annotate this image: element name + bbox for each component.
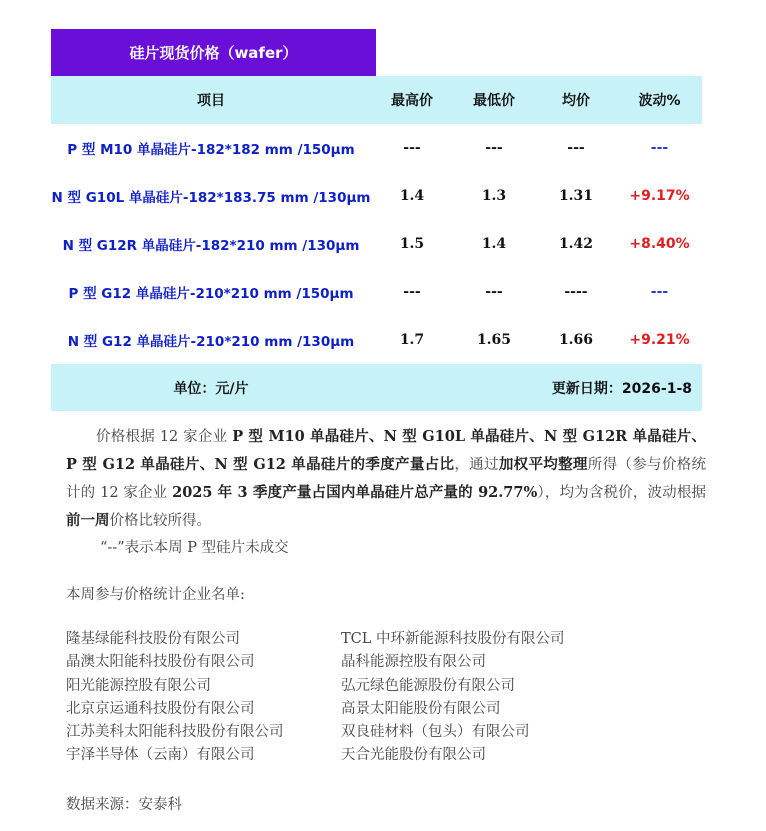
row-name: N 型 G12 单晶硅片-210*210 mm /130μm	[67, 334, 355, 350]
list-item: 隆基绿能科技股份有限公司	[66, 631, 240, 647]
list-item: 阳光能源控股有限公司	[66, 677, 211, 694]
table-row	[51, 268, 702, 316]
list-item: 晶澳太阳能科技股份有限公司	[66, 654, 255, 671]
row-avg: ----	[564, 284, 588, 300]
list-item: TCL 中环新能源科技股份有限公司	[341, 631, 565, 647]
header-change: 波动%	[638, 93, 681, 109]
list-item: 江苏美科太阳能科技股份有限公司	[66, 724, 284, 741]
list-item: 天合光能股份有限公司	[341, 747, 486, 764]
para-bold: 前一周	[66, 512, 110, 529]
para-text: 所得（参与价格统计的 12 家企业	[66, 457, 707, 501]
para-text: 价格根据 12 家企业	[96, 429, 233, 445]
para-text: ，通过	[454, 457, 499, 473]
unit-label: 单位：元/片	[173, 380, 249, 397]
row-name: P 型 M10 单晶硅片-182*182 mm /150μm	[67, 142, 355, 158]
table-row	[51, 316, 702, 364]
list-item: 晶科能源控股有限公司	[341, 654, 486, 671]
row-low: 1.4	[481, 236, 507, 252]
row-avg: 1.42	[558, 236, 594, 252]
row-name: N 型 G12R 单晶硅片-182*210 mm /130μm	[62, 238, 360, 254]
company-column-right	[341, 628, 641, 768]
row-avg: 1.66	[558, 332, 594, 348]
row-avg: ---	[567, 140, 585, 156]
update-date: 更新日期：2026-1-8	[551, 380, 692, 397]
header-avg: 均价	[562, 93, 590, 109]
table-row	[51, 124, 702, 172]
list-item: 高景太阳能股份有限公司	[341, 700, 501, 717]
list-item: 弘元绿色能源股份有限公司	[341, 677, 515, 694]
row-high: 1.7	[399, 332, 425, 348]
row-low: 1.65	[476, 332, 512, 348]
company-column-left	[66, 628, 366, 768]
row-avg: 1.31	[558, 188, 594, 204]
table-header-row	[51, 76, 702, 124]
header-item: 项目	[197, 93, 225, 109]
row-low: ---	[485, 284, 503, 300]
row-high: 1.5	[399, 236, 425, 252]
row-change: +9.17%	[629, 188, 690, 204]
header-low: 最低价	[473, 93, 515, 109]
row-change: ---	[650, 140, 669, 156]
data-source: 数据来源：安泰科	[66, 797, 182, 813]
para-bold: 2025 年 3 季度产量占国内单晶硅片总产量的 92.77%	[172, 484, 538, 501]
header-high: 最高价	[391, 93, 433, 109]
list-item: 宇泽半导体（云南）有限公司	[66, 747, 255, 764]
row-name: N 型 G10L 单晶硅片-182*183.75 mm /130μm	[51, 190, 371, 206]
para-bold: 加权平均整理	[498, 456, 588, 473]
row-high: 1.4	[399, 188, 425, 204]
no-trade-note: “--”表示本周 P 型硅片未成交	[100, 540, 289, 556]
list-item: 北京京运通科技股份有限公司	[66, 700, 255, 717]
row-high: ---	[403, 284, 421, 300]
row-change: +9.21%	[629, 332, 690, 348]
row-name: P 型 G12 单晶硅片-210*210 mm /150μm	[68, 286, 354, 302]
row-low: 1.3	[481, 188, 507, 204]
row-low: ---	[485, 140, 503, 156]
table-title: 硅片现货价格（wafer）	[51, 29, 376, 76]
table-footer	[51, 364, 702, 411]
table-row	[51, 220, 702, 268]
row-change: +8.40%	[629, 236, 690, 252]
row-high: ---	[403, 140, 421, 156]
para-text: 价格比较所得。	[109, 513, 211, 529]
price-table	[51, 76, 702, 411]
methodology-paragraph	[66, 423, 706, 535]
para-bold: P 型 M10 单晶硅片、N 型 G10L 单晶硅片、N 型 G12R 单晶硅片、P 型 G12 单晶硅片、N 型 G12 单晶硅片的季度产量占比	[66, 428, 706, 473]
list-item: 双良硅材料（包头）有限公司	[341, 724, 530, 741]
para-text: ），均为含税价，波动根据	[537, 485, 706, 501]
company-list-title: 本周参与价格统计企业名单:	[66, 587, 245, 603]
row-change: ---	[650, 284, 669, 300]
table-row	[51, 172, 702, 220]
